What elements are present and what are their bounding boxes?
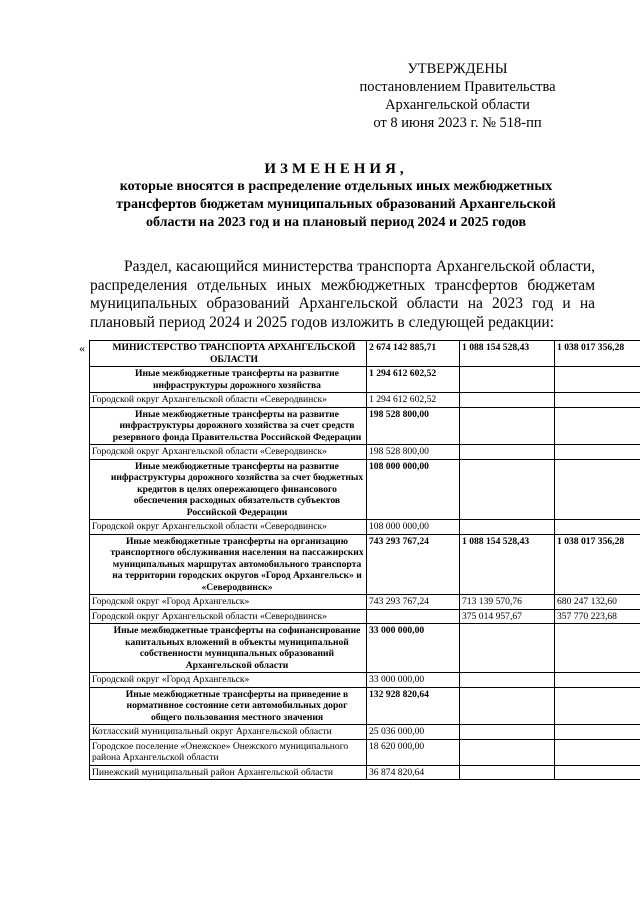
table-row [90, 725, 640, 740]
row-name: Иные межбюджетные трансферты на развитие инфраструктуры дорожного хозяйства за счет бюджетных кредитов в целях опережающего финансового обеспечения расходных обязательств субъектов Российской Федерации [90, 459, 367, 520]
value-2023: 33 000 000,00 [367, 673, 460, 688]
value-2025 [555, 687, 640, 725]
row-name: Иные межбюджетные трансферты на развитие инфраструктуры дорожного хозяйства [90, 367, 367, 393]
value-2025 [555, 445, 640, 460]
value-2025: 680 247 132,60 [555, 595, 640, 610]
title-line-1: которые вносятся в распределение отдельных иных межбюджетных [119, 179, 553, 194]
value-2023: 1 294 612 602,52 [367, 367, 460, 393]
table-row [90, 445, 640, 460]
value-2024 [460, 673, 555, 688]
approved-line-2: постановлением Правительства [359, 79, 556, 95]
row-name: Котласский муниципальный округ Архангельской области [90, 725, 367, 740]
value-2024 [460, 687, 555, 725]
value-2023: 743 293 767,24 [367, 595, 460, 610]
row-name: Пинежский муниципальный район Архангельской области [90, 765, 367, 780]
transfers-table [89, 340, 640, 780]
value-2024: 1 088 154 528,43 [460, 341, 555, 367]
table-row [90, 739, 640, 765]
value-2025 [555, 765, 640, 780]
row-name: Городское поселение «Онежское» Онежского муниципального района Архангельской области [90, 739, 367, 765]
value-2025: 357 770 223,68 [555, 609, 640, 624]
value-2023: 108 000 000,00 [367, 520, 460, 535]
value-2024: 713 139 570,76 [460, 595, 555, 610]
title-line-2: трансфертов бюджетам муниципальных образований Архангельской [116, 197, 556, 212]
value-2024 [460, 407, 555, 445]
row-name: Иные межбюджетные трансферты на организацию транспортного обслуживания населения на пассажирских муниципальных маршрутах автомобильного транспорта на территории городских округов «Город Архангельск» и «Северодвинск» [90, 534, 367, 595]
row-name: Городской округ Архангельской области «Северодвинск» [90, 609, 367, 624]
row-name: Городской округ «Город Архангельск» [90, 595, 367, 610]
value-2025 [555, 520, 640, 535]
value-2025: 1 038 017 356,28 [555, 341, 640, 367]
row-name: Городской округ «Город Архангельск» [90, 673, 367, 688]
value-2025 [555, 673, 640, 688]
value-2024 [460, 520, 555, 535]
approval-stamp [340, 60, 575, 132]
value-2025 [555, 739, 640, 765]
value-2023: 108 000 000,00 [367, 459, 460, 520]
title-heading: ИЗМЕНЕНИЯ, [264, 161, 408, 177]
value-2023: 18 620 000,00 [367, 739, 460, 765]
table-row [90, 534, 640, 595]
value-2024 [460, 739, 555, 765]
value-2023: 198 528 800,00 [367, 445, 460, 460]
value-2023: 33 000 000,00 [367, 624, 460, 673]
approved-line-4: от 8 июня 2023 г. № 518-пп [373, 115, 542, 131]
value-2023: 743 293 767,24 [367, 534, 460, 595]
value-2025 [555, 624, 640, 673]
value-2025: 1 038 017 356,28 [555, 534, 640, 595]
value-2025 [555, 367, 640, 393]
value-2024 [460, 367, 555, 393]
value-2023: 2 674 142 885,71 [367, 341, 460, 367]
table-row [90, 624, 640, 673]
row-name: Городской округ Архангельской области «Северодвинск» [90, 393, 367, 408]
opening-quote: « [79, 341, 85, 355]
value-2024 [460, 725, 555, 740]
value-2023: 36 874 820,64 [367, 765, 460, 780]
approved-line-1: УТВЕРЖДЕНЫ [407, 61, 508, 77]
table-row [90, 459, 640, 520]
row-name: Иные межбюджетные трансферты на софинансирование капитальных вложений в объекты муниципальной собственности муниципальных образований Архангельской области [90, 624, 367, 673]
table-row [90, 407, 640, 445]
row-name: Иные межбюджетные трансферты на приведение в нормативное состояние сети автомобильных дорог общего пользования местного значения [90, 687, 367, 725]
table-row [90, 673, 640, 688]
row-name: Городской округ Архангельской области «Северодвинск» [90, 520, 367, 535]
row-name: МИНИСТЕРСТВО ТРАНСПОРТА АРХАНГЕЛЬСКОЙ ОБЛАСТИ [90, 341, 367, 367]
value-2023: 132 928 820,64 [367, 687, 460, 725]
value-2024 [460, 393, 555, 408]
value-2025 [555, 393, 640, 408]
value-2023: 25 036 000,00 [367, 725, 460, 740]
row-name: Городской округ Архангельской области «Северодвинск» [90, 445, 367, 460]
intro-paragraph [90, 258, 595, 332]
value-2023: 1 294 612 602,52 [367, 393, 460, 408]
table-row [90, 341, 640, 367]
table-row [90, 687, 640, 725]
value-2025 [555, 407, 640, 445]
value-2024 [460, 445, 555, 460]
value-2024: 375 014 957,67 [460, 609, 555, 624]
approved-line-3: Архангельской области [385, 97, 530, 113]
value-2024: 1 088 154 528,43 [460, 534, 555, 595]
value-2024 [460, 765, 555, 780]
table-row [90, 595, 640, 610]
title-line-3: области на 2023 год и на плановый период 2024 и 2025 годов [145, 215, 527, 230]
value-2023: 198 528 800,00 [367, 407, 460, 445]
table-row [90, 609, 640, 624]
value-2025 [555, 725, 640, 740]
value-2024 [460, 459, 555, 520]
row-name: Иные межбюджетные трансферты на развитие инфраструктуры дорожного хозяйства за счет средств резервного фонда Правительства Российской Федерации [90, 407, 367, 445]
table-row [90, 765, 640, 780]
document-title [80, 160, 592, 232]
value-2024 [460, 624, 555, 673]
table-row [90, 393, 640, 408]
table-row [90, 520, 640, 535]
intro-text: Раздел, касающийся министерства транспорта Архангельской области, распределения отдельных иных межбюджетных трансфертов бюджетам муниципальных образований Архангельской области на 2023 год и на плановый период 2024 и 2025 годов изложить в следующей редакции: [90, 258, 595, 331]
value-2023 [367, 609, 460, 624]
table-row [90, 367, 640, 393]
value-2025 [555, 459, 640, 520]
